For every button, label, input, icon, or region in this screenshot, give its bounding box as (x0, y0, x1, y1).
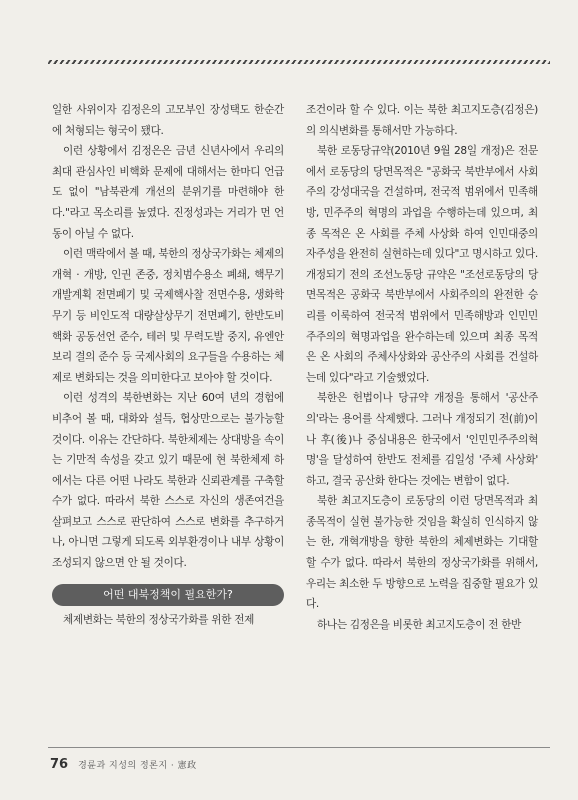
paragraph: 이런 상황에서 김정은은 금년 신년사에서 우리의 최대 관심사인 비핵화 문제에 대해서는 한마디 언급도 없이 "남북관계 개선의 분위기를 마련해야 한다."라고 목소리를 높였다. 진정성과는 거리가 먼 언동이 아닐 수 없다. (52, 145, 284, 240)
paragraph: 하나는 김정은을 비롯한 최고지도층이 전 한반 (317, 618, 522, 631)
page-number: 76 (50, 757, 69, 772)
paragraph: 이런 성격의 북한변화는 지난 60여 년의 경험에 비추어 볼 때, 대화와 설득, 협상만으로는 불가능할 것이다. 이유는 간단하다. 북한체제는 상대방을 속이는 기만적 속성을 갖고 있기 때문에 현 북한체제 하에서는 다른 어떤 나라도 북한과 신뢰관계를 구축할 수가 없다. 따라서 북한 스스로 자신의 생존여건을 살펴보고 스스로 판단하여 스스로 변화를 추구하거나, 아니면 그렇게 되도록 외부환경이나 내부 상황이 조성되지 않으면 안 될 것이다. (52, 392, 284, 570)
section-heading: 어떤 대북정책이 필요한가? (52, 584, 284, 606)
paragraph: 북한 로동당규약(2010년 9월 28일 개정)은 전문에서 로동당의 당면목적은 "공화국 북반부에서 사회주의 강성대국을 건설하며, 전국적 범위에서 민족해방, 민주주의 혁명의 과업을 수행하는데 있으며, 최종 목적은 온 사회를 주체 사상화 하여 인민대중의 자주성을 완전히 실현하는데 있다"고 명시하고 있다. 개정되기 전의 조선노동당 규약은 "조선로동당의 당면목적은 공화국 북반부에서 사회주의의 완전한 승리를 이룩하여 전국적 범위에서 민족해방과 인민민주주의의 혁명과업을 완수하는데 있으며 최종 목적은 온 사회의 주체사상화와 공산주의 사회를 건설하는데 있다"라고 기술했었다. (306, 145, 538, 384)
paragraph: 북한 최고지도층이 로동당의 이런 당면목적과 최종목적이 실현 불가능한 것임을 확실히 인식하지 않는 한, 개혁개방을 향한 북한의 체제변화는 기대할 할 수가 없다. 따라서 북한의 정상국가화를 위해서, 우리는 최소한 두 방향으로 노력을 집중할 필요가 있다. (306, 495, 538, 611)
paragraph: 이런 맥락에서 볼 때, 북한의 정상국가화는 체제의 개혁 · 개방, 인권 존중, 정치범수용소 폐쇄, 핵무기개발계획 전면폐기 및 국제핵사찰 전면수용, 생화학무기 등 비인도적 대량살상무기 전면폐기, 한반도비핵화 공동선언 준수, 테러 및 무력도발 중지, 유엔안보리 결의 준수 등 국제사회의 요구들을 수용하는 체제로 변화되는 것을 의미한다고 보아야 할 것이다. (52, 248, 284, 384)
page-footer (50, 757, 197, 777)
top-decorative-rule (48, 60, 550, 64)
footer-rule (48, 747, 550, 748)
right-column (306, 100, 538, 635)
paragraph: 일한 사위이자 김정은의 고모부인 장성택도 한순간에 처형되는 형국이 됐다. (52, 104, 284, 137)
paragraph: 북한은 헌법이나 당규약 개정을 통해서 '공산주의'라는 용어를 삭제했다. 그러나 개정되기 전(前)이나 후(後)나 중심내용은 한국에서 '인민민주주의혁명'을 달성하여 한반도 전체를 김일성 '주체 사상화' 하고, 결국 공산화 한다는 것에는 변함이 없다. (306, 392, 538, 487)
paragraph: 조건이라 할 수 있다. 이는 북한 최고지도층(김정은)의 의식변화를 통해서만 가능하다. (306, 104, 538, 137)
paragraph: 체제변화는 북한의 정상국가화를 위한 전제 (63, 613, 255, 626)
magazine-title: 경륜과 지성의 정론지 · 憲政 (78, 761, 197, 771)
left-column (52, 100, 284, 630)
